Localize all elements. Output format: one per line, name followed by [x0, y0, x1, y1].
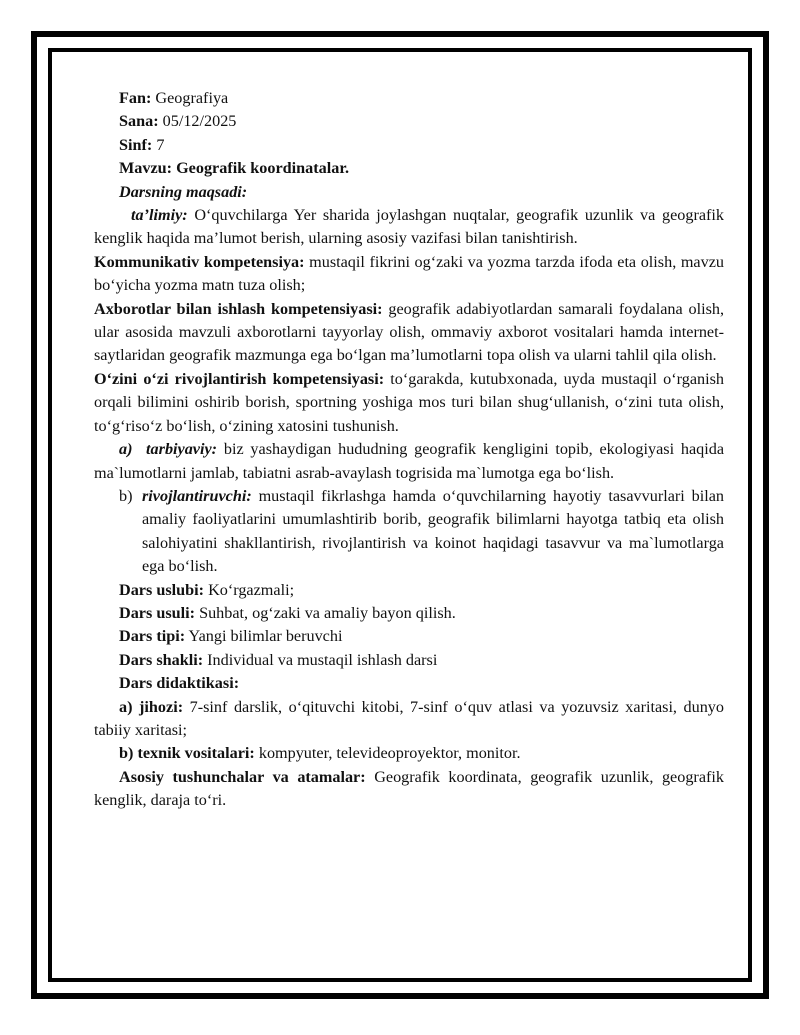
tarbiyaviy-paragraph [94, 438, 724, 485]
rivojlantiruvchi-item [94, 485, 724, 579]
texnik-label: b) texnik vositalari: [119, 744, 255, 763]
uslubi-value: Ko‘rgazmali; [208, 580, 295, 599]
rivojlantiruvchi-num: b) [119, 486, 133, 505]
sana-label: Sana: [119, 112, 159, 131]
kommunikativ-label: Kommunikativ kompetensiya: [94, 252, 305, 271]
kommunikativ-paragraph [94, 251, 724, 298]
sinf-line [94, 134, 724, 157]
rivojlantiruvchi-text: mustaqil fikrlashga hamda o‘quvchilarning hayotiy tasavvurlari bilan amaliy faoliyatlarini umumlashtirib borib, geografik bilimlarni hayotga tatbiq eta olish salohiyatini shakllantirish, rivojlantirish va koinot haqidagi tasavvur va ma`lumotlarga ega bo‘lish. [142, 486, 724, 576]
fan-label: Fan: [119, 89, 152, 107]
tushuncha-label: Asosiy tushunchalar va atamalar: [119, 767, 366, 786]
axborot-label: Axborotlar bilan ishlash kompetensiyasi: [94, 299, 383, 318]
texnik-value: kompyuter, televideoproyektor, monitor. [258, 744, 521, 763]
uslubi-label: Dars uslubi: [119, 580, 205, 599]
tarbiyaviy-num: a) [119, 440, 133, 459]
tushuncha-paragraph [94, 766, 724, 813]
rivojlantirish-text: to‘garakda, kutubxonada, uyda mustaqil o‘rganish orqali bilimini oshirib borish, sportning yoshiga mos turi bilan shug‘ullanish, o‘zini tuta olish, to‘g‘riso‘z bo‘lish, o‘zining xatosini tushunish. [94, 369, 724, 435]
talimiy-text: O‘quvchilarga Yer sharida joylashgan nuqtalar, geografik uzunlik va geografik kenglik haqida ma’lumot berish, ularning asosiy vazifasi bilan tanishtirish. [94, 206, 725, 248]
didaktika-label: Dars didaktikasi: [119, 674, 240, 693]
talimiy-paragraph [94, 204, 724, 251]
jihozi-paragraph [94, 696, 724, 743]
tipi-value: Yangi bilimlar beruvchi [188, 627, 343, 646]
axborot-paragraph [94, 298, 724, 368]
objectives-heading-line [94, 181, 724, 204]
rivojlantiruvchi-label: rivojlantiruvchi: [142, 486, 252, 505]
usuli-label: Dars usuli: [119, 603, 196, 622]
shakli-line [94, 649, 724, 672]
didaktika-line [94, 672, 724, 695]
usuli-value: Suhbat, og‘zaki va amaliy bayon qilish. [199, 603, 456, 622]
tushuncha-value: Geografik koordinata, geografik uzunlik, geografik kenglik, daraja to‘ri. [94, 767, 724, 810]
mavzu-line [94, 157, 724, 180]
sana-value: 05/12/2025 [162, 112, 237, 131]
sana-line [94, 110, 724, 133]
shakli-label: Dars shakli: [119, 650, 204, 669]
lesson-plan [94, 87, 724, 813]
tarbiyaviy-label: tarbiyaviy: [146, 440, 218, 459]
usuli-line [94, 602, 724, 625]
texnik-line [94, 742, 724, 765]
tipi-label: Dars tipi: [119, 627, 186, 646]
kommunikativ-text: mustaqil fikrini og‘zaki va yozma tarzda ifoda eta olish, mavzu bo‘yicha yozma matn tuza olish; [94, 252, 724, 295]
shakli-value: Individual va mustaqil ishlash darsi [207, 650, 438, 669]
tarbiyaviy-text: biz yashaydigan hududning geografik kengligini topib, ekologiyasi haqida ma`lumotlarni jamlab, tabiatni asrab-avaylash togrisida ma`lumotga ega bo‘lish. [94, 440, 724, 482]
rivojlantirish-label: O‘zini o‘zi rivojlantirish kompetensiyasi: [94, 369, 385, 388]
axborot-text: geografik adabiyotlardan samarali foydalana olish, ular asosida mavzuli axborotlarni tayyorlay olish, ommaviy axborot vositalari hamda internet-saytlaridan geografik mazmunga ega bo‘lgan ma’lumotlarni topa olish va ularni tahlil qila olish. [94, 299, 725, 365]
objectives-heading: Darsning maqsadi: [119, 182, 248, 201]
rivojlantirish-paragraph [94, 368, 724, 438]
jihozi-label: a) jihozi: [119, 697, 184, 716]
fan-line [94, 87, 724, 110]
mavzu-label: Mavzu: Geografik koordinatalar. [119, 159, 350, 178]
jihozi-value: 7-sinf darslik, o‘qituvchi kitobi, 7-sinf o‘quv atlasi va yozuvsiz xaritasi, dunyo tabiiy xaritasi; [94, 697, 724, 739]
tipi-line [94, 625, 724, 648]
talimiy-label: ta’limiy: [131, 206, 188, 225]
sinf-value: 7 [156, 135, 165, 154]
uslubi-line [94, 579, 724, 602]
fan-value: Geografiya [155, 89, 229, 107]
sinf-label: Sinf: [119, 135, 153, 154]
